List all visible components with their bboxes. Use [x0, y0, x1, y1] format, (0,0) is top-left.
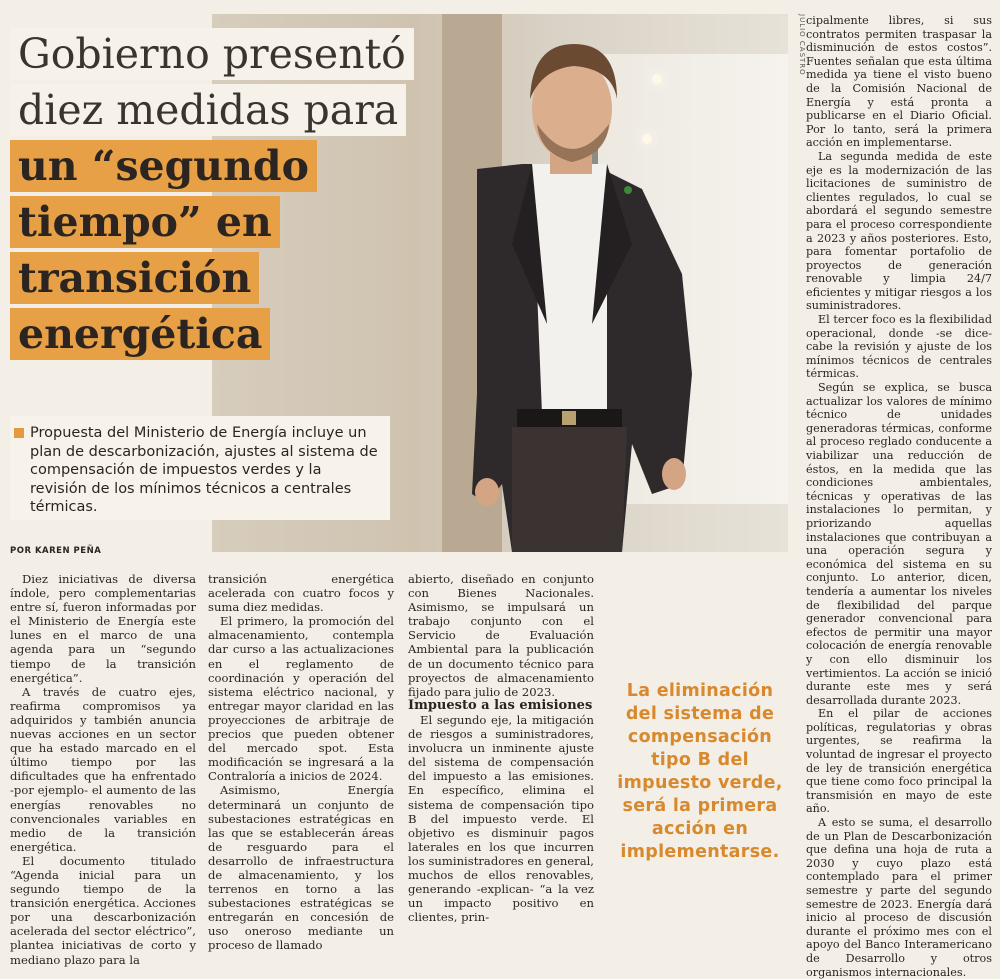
paragraph: A través de cuatro ejes, reafirma compromisos ya adquiridos y también anuncia nuevas acciones en un sector que ha estado marcado en el último tiempo por las dificultades que ha enfrentado -por ejemplo- el aumento de las energías renovables no convencionales variables en medio de la transición energética.: [10, 684, 196, 854]
paragraph: Asimismo, Energía determinará un conjunto de subestaciones estratégicas en las que se establecerán áreas de resguardo para el desarrollo de infraestructura de almacenamiento, y los terrenos en torno a las subestaciones estratégicas se entregarán en concesión de uso oneroso mediante un proceso de llamado: [208, 783, 394, 953]
paragraph: La segunda medida de este eje es la modernización de las licitaciones de suministro de clientes regulados, lo cual se abordará el segundo semestre para el proceso correspondiente a 2023 y años posteriores. Esto, para fomentar portafolio de proyectos de generación renovable y limpia 24/7 eficientes y mitigar riesgos a los suministradores.: [806, 149, 992, 313]
paragraph: abierto, diseñado en conjunto con Bienes Nacionales. Asimismo, se impulsará un trabajo conjunto con el Servicio de Evaluación Ambiental para la publicación de un documento técnico para proyectos de almacenamiento fijado para julio de 2023.: [408, 572, 594, 699]
paragraph: El documento titulado “Agenda inicial para un segundo tiempo de la transición energética. Acciones por una descarbonización acelerada del sector eléctrico”, plantea iniciativas de corto y mediano plazo para la: [10, 853, 196, 967]
paragraph: El primero, la promoción del almacenamiento, contempla dar curso a las actualizaciones en el reglamento de coordinación y operación del sistema eléctrico nacional, y entregar mayor claridad en las proyecciones de arbitraje de precios que pueden obtener del mercado spot. Esta modificación se ingresará a la Contraloría a inicios de 2024.: [208, 614, 394, 784]
paragraph: Según se explica, se busca actualizar los valores de mínimo técnico de unidades generadoras térmicas, conforme al proceso reglado conducente a viabilizar una reducción de éstos, en la medida que las condiciones ambientales, técnicas y operativas de las instalaciones lo permitan, y priorizando aquellas instalaciones que contribuyan a una operación segura y económica del sistema en su conjunto. Lo anterior, dicen, tendería a aumentar los niveles de flexibilidad del parque generador convencional para efectos de permitir una mayor colocación de energía renovable y con ello disminuir los vertimientos. La acción se inició durante este mes y será desarrollada durante 2023.: [806, 381, 992, 707]
subheading: Impuesto a las emisiones: [408, 697, 593, 713]
headline-highlight: energética: [10, 308, 270, 360]
article-column-2: [208, 572, 394, 953]
headline-line: Gobierno presentó: [10, 28, 414, 80]
lead-text: Propuesta del Ministerio de Energía incluye un plan de descarbonización, ajustes al sistema de compensación de impuestos verdes y la revisión de los mínimos técnicos a centrales térmicas.: [30, 425, 378, 515]
article-column-3: [408, 572, 594, 924]
headline-highlight: un “segundo: [10, 140, 317, 192]
paragraph: cipalmente libres, si sus contratos permiten traspasar la disminución de estos costos”. Fuentes señalan que esta última medida ya tiene el visto bueno de la Comisión Nacional de Energía y está pronta a publicarse en el Diario Oficial. Por lo tanto, será la primera acción en implementarse.: [806, 14, 992, 150]
paragraph: transición energética acelerada con cuatro focos y suma diez medidas.: [208, 572, 394, 615]
lead-summary: [10, 416, 390, 520]
article-column-1: [10, 572, 196, 967]
paragraph: En el pilar de acciones políticas, regulatorias y obras urgentes, se reafirma la voluntad de ingresar el proyecto de ley de transición energética que tiene como foco principal la transmisión en mayo de este año.: [806, 707, 992, 816]
article-column-4: [806, 14, 992, 979]
headline-line: diez medidas para: [10, 84, 406, 136]
byline: POR KAREN PEÑA: [10, 546, 102, 556]
headline-highlight: tiempo” en: [10, 196, 280, 248]
square-bullet-icon: [14, 428, 24, 438]
paragraph: El tercer foco es la flexibilidad operacional, donde -se dice- cabe la revisión y ajuste de los mínimos técnicos de centrales térmicas.: [806, 313, 992, 381]
headline: [10, 28, 414, 364]
paragraph: El segundo eje, la mitigación de riesgos a suministradores, involucra un inminente ajuste del sistema de compensación del impuesto a las emisiones. En específico, elimina el sistema de compensación tipo B del impuesto verde. El objetivo es disminuir pagos laterales en los que incurren los suministradores en general, muchos de ellos renovables, generando -explican- “a la vez un impacto positivo en clientes, prin-: [408, 712, 594, 925]
photo-credit: JULIO CASTRO: [798, 14, 806, 76]
pull-quote: La eliminación del sistema de compensación tipo B del impuesto verde, será la primera acción en implementarse.: [617, 681, 783, 862]
paragraph: Diez iniciativas de diversa índole, pero complementarias entre sí, fueron informadas por el Ministerio de Energía este lunes en el marco de una agenda para un “segundo tiempo de la transición energética”.: [10, 572, 196, 685]
paragraph: A esto se suma, el desarrollo de un Plan de Descarbonización que defina una hoja de ruta a 2030 y cuyo plazo está contemplado para el primer semestre y parte del segundo semestre de 2023. Energía dará inicio al proceso de discusión durante el próximo mes con el apoyo del Banco Interamericano de Desarrollo y otros organismos internacionales.: [806, 816, 992, 979]
headline-highlight: transición: [10, 252, 259, 304]
